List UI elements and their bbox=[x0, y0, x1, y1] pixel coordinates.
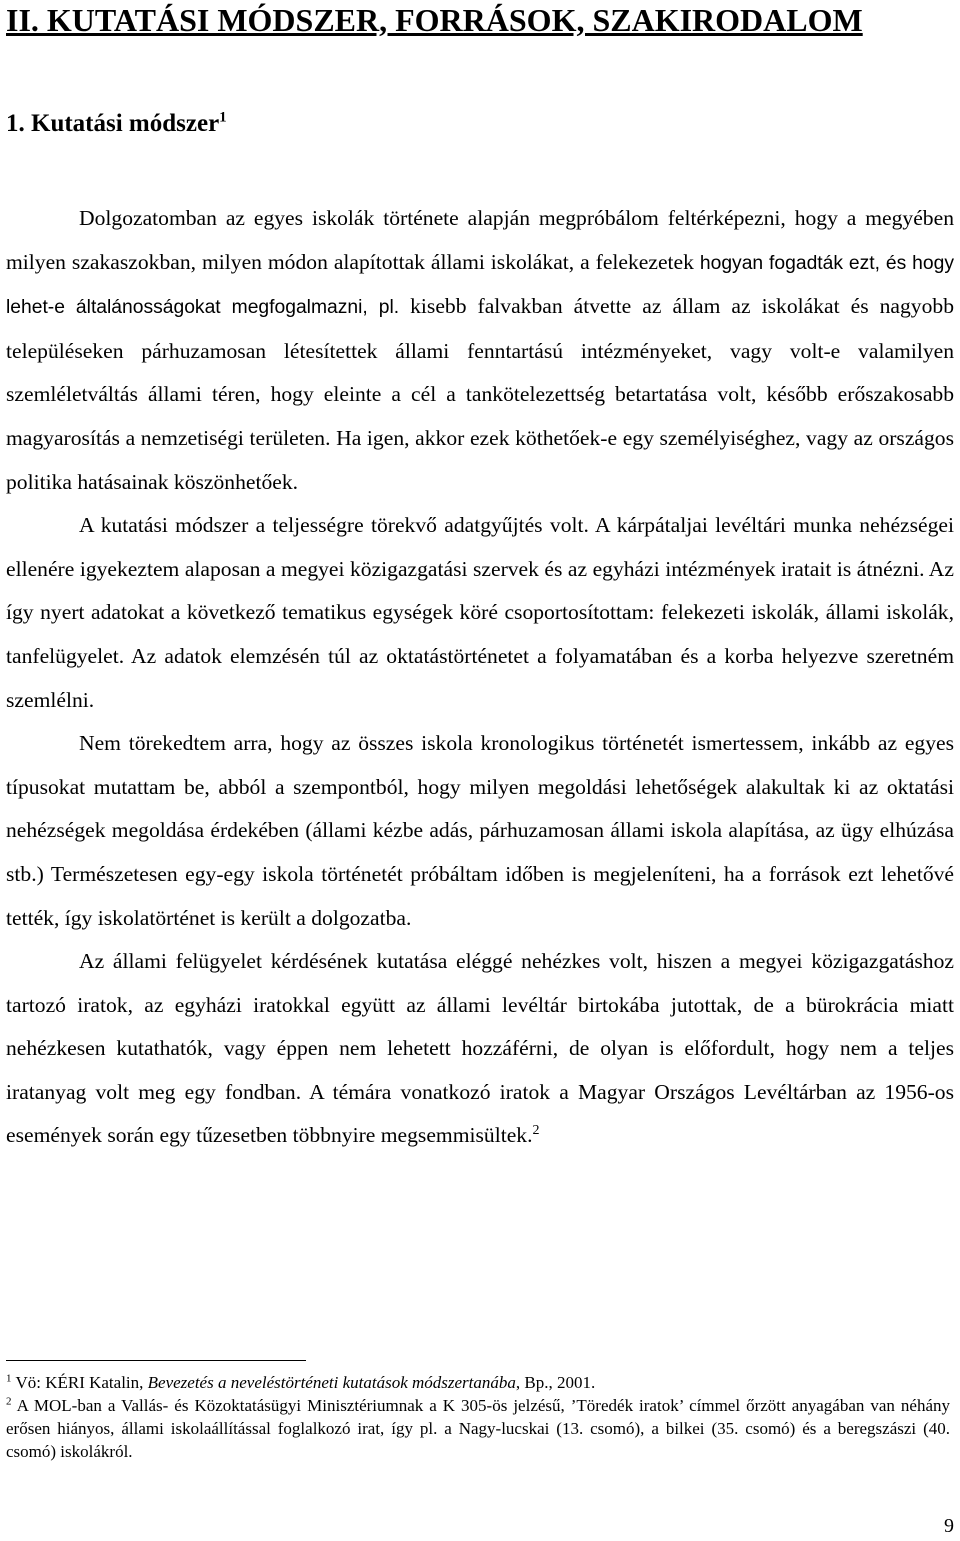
section-heading bbox=[6, 104, 227, 144]
footnote-ref-2[interactable]: 2 bbox=[532, 1123, 540, 1139]
footnote-2-text: A MOL-ban a Vallás- és Közoktatásügyi Minisztériumnak a K 305-ös jelzésű, ’Töredék iratok’ címmel őrzött anyagában van néhány erősen hiányos, állami iskolaállítással foglalkozó irat, így pl. a Nagy-lucskai (13. csomó), a bilkei (35. csomó) és a beregszászi (40. csomó) iskolákról. bbox=[6, 1396, 951, 1461]
paragraph-1 bbox=[6, 197, 954, 504]
footnote-1 bbox=[6, 1371, 950, 1394]
paragraph-1-part-b: hogyan fogadták ezt, és hogy lehet-e általánosságokat megfogalmazni, pl. bbox=[6, 252, 954, 319]
footnote-1-publication: , Bp., 2001. bbox=[515, 1373, 596, 1392]
paragraph-1-part-c: kisebb falvakban átvette az állam az iskolákat és nagyobb településeken párhuzamosan létesítettek állami fenntartású intézményeket, vagy volt-e valamilyen szemléletváltás állami téren, hogy eleinte a cél a tankötelezettség betartatása volt, később erőszakosabb magyarosítás a nemzetiségi területen. Ha igen, akkor ezek köthetőek-e egy személyiséghez, vagy az országos politika hatásainak köszönhetőek. bbox=[6, 294, 954, 494]
page-number: 9 bbox=[944, 1515, 954, 1537]
body-text bbox=[6, 197, 954, 1158]
paragraph-4 bbox=[6, 940, 954, 1158]
footnote-ref-1[interactable]: 1 bbox=[219, 109, 227, 126]
paragraph-2: A kutatási módszer a teljességre törekvő adatgyűjtés volt. A kárpátaljai levéltári munka nehézségei ellenére igyekeztem alaposan a megyei közigazgatási szervek és az egyházi intézmények iratait is átnézni. Az így nyert adatokat a következő tematikus egységek köré csoportosítottam: felekezeti iskolák, állami iskolák, tanfelügyelet. Az adatok elemzésén túl az oktatástörténetet a folyamatában és a korba helyezve szeretném szemlélni. bbox=[6, 513, 954, 712]
footnote-2-number: 2 bbox=[6, 1395, 12, 1408]
footnote-1-author: Vö: KÉRI Katalin, bbox=[15, 1373, 144, 1392]
paragraph-1-part-a: Dolgozatomban az egyes iskolák története alapján megpróbálom feltérképezni, hogy a megyében milyen szakaszokban, milyen módon alapítottak állami iskolákat, a felekezetek bbox=[6, 206, 954, 274]
footnote-1-number: 1 bbox=[6, 1372, 12, 1385]
paragraph-4-text: Az állami felügyelet kérdésének kutatása eléggé nehézkes volt, hiszen a megyei közigazgatáshoz tartozó iratok, az egyházi iratokkal együtt az állami levéltár birtokába jutottak, de a bürokrácia miatt nehézkesen kutathatók, vagy éppen nem lehetett hozzáférni, de olyan is előfordult, hogy nem a teljes iratanyag volt meg egy fondban. A témára vonatkozó iratok a Magyar Országos Levéltárban az 1956-os események során egy tűzesetben többnyire megsemmisültek. bbox=[6, 949, 954, 1148]
chapter-title: II. KUTATÁSI MÓDSZER, FORRÁSOK, SZAKIRODALOM bbox=[6, 2, 863, 38]
paragraph-3: Nem törekedtem arra, hogy az összes iskola kronologikus történetét ismertessem, inkább az egyes típusokat mutattam be, abból a szempontból, hogy milyen megoldási lehetőségek alakultak ki az oktatási nehézségek megoldása érdekében (állami kézbe adás, párhuzamosan állami iskola alapítása, az ügy elhúzása stb.) Természetesen egy-egy iskola történetét próbáltam időben is megjeleníteni, ha a források ezt lehetővé tették, így iskolatörténet is került a dolgozatba. bbox=[6, 731, 954, 930]
section-title: 1. Kutatási módszer bbox=[6, 110, 220, 137]
footnote-2 bbox=[6, 1394, 950, 1463]
footnotes bbox=[6, 1360, 950, 1463]
footnote-1-title: Bevezetés a neveléstörténeti kutatások módszertanába bbox=[147, 1373, 516, 1392]
footnote-separator bbox=[6, 1360, 306, 1361]
